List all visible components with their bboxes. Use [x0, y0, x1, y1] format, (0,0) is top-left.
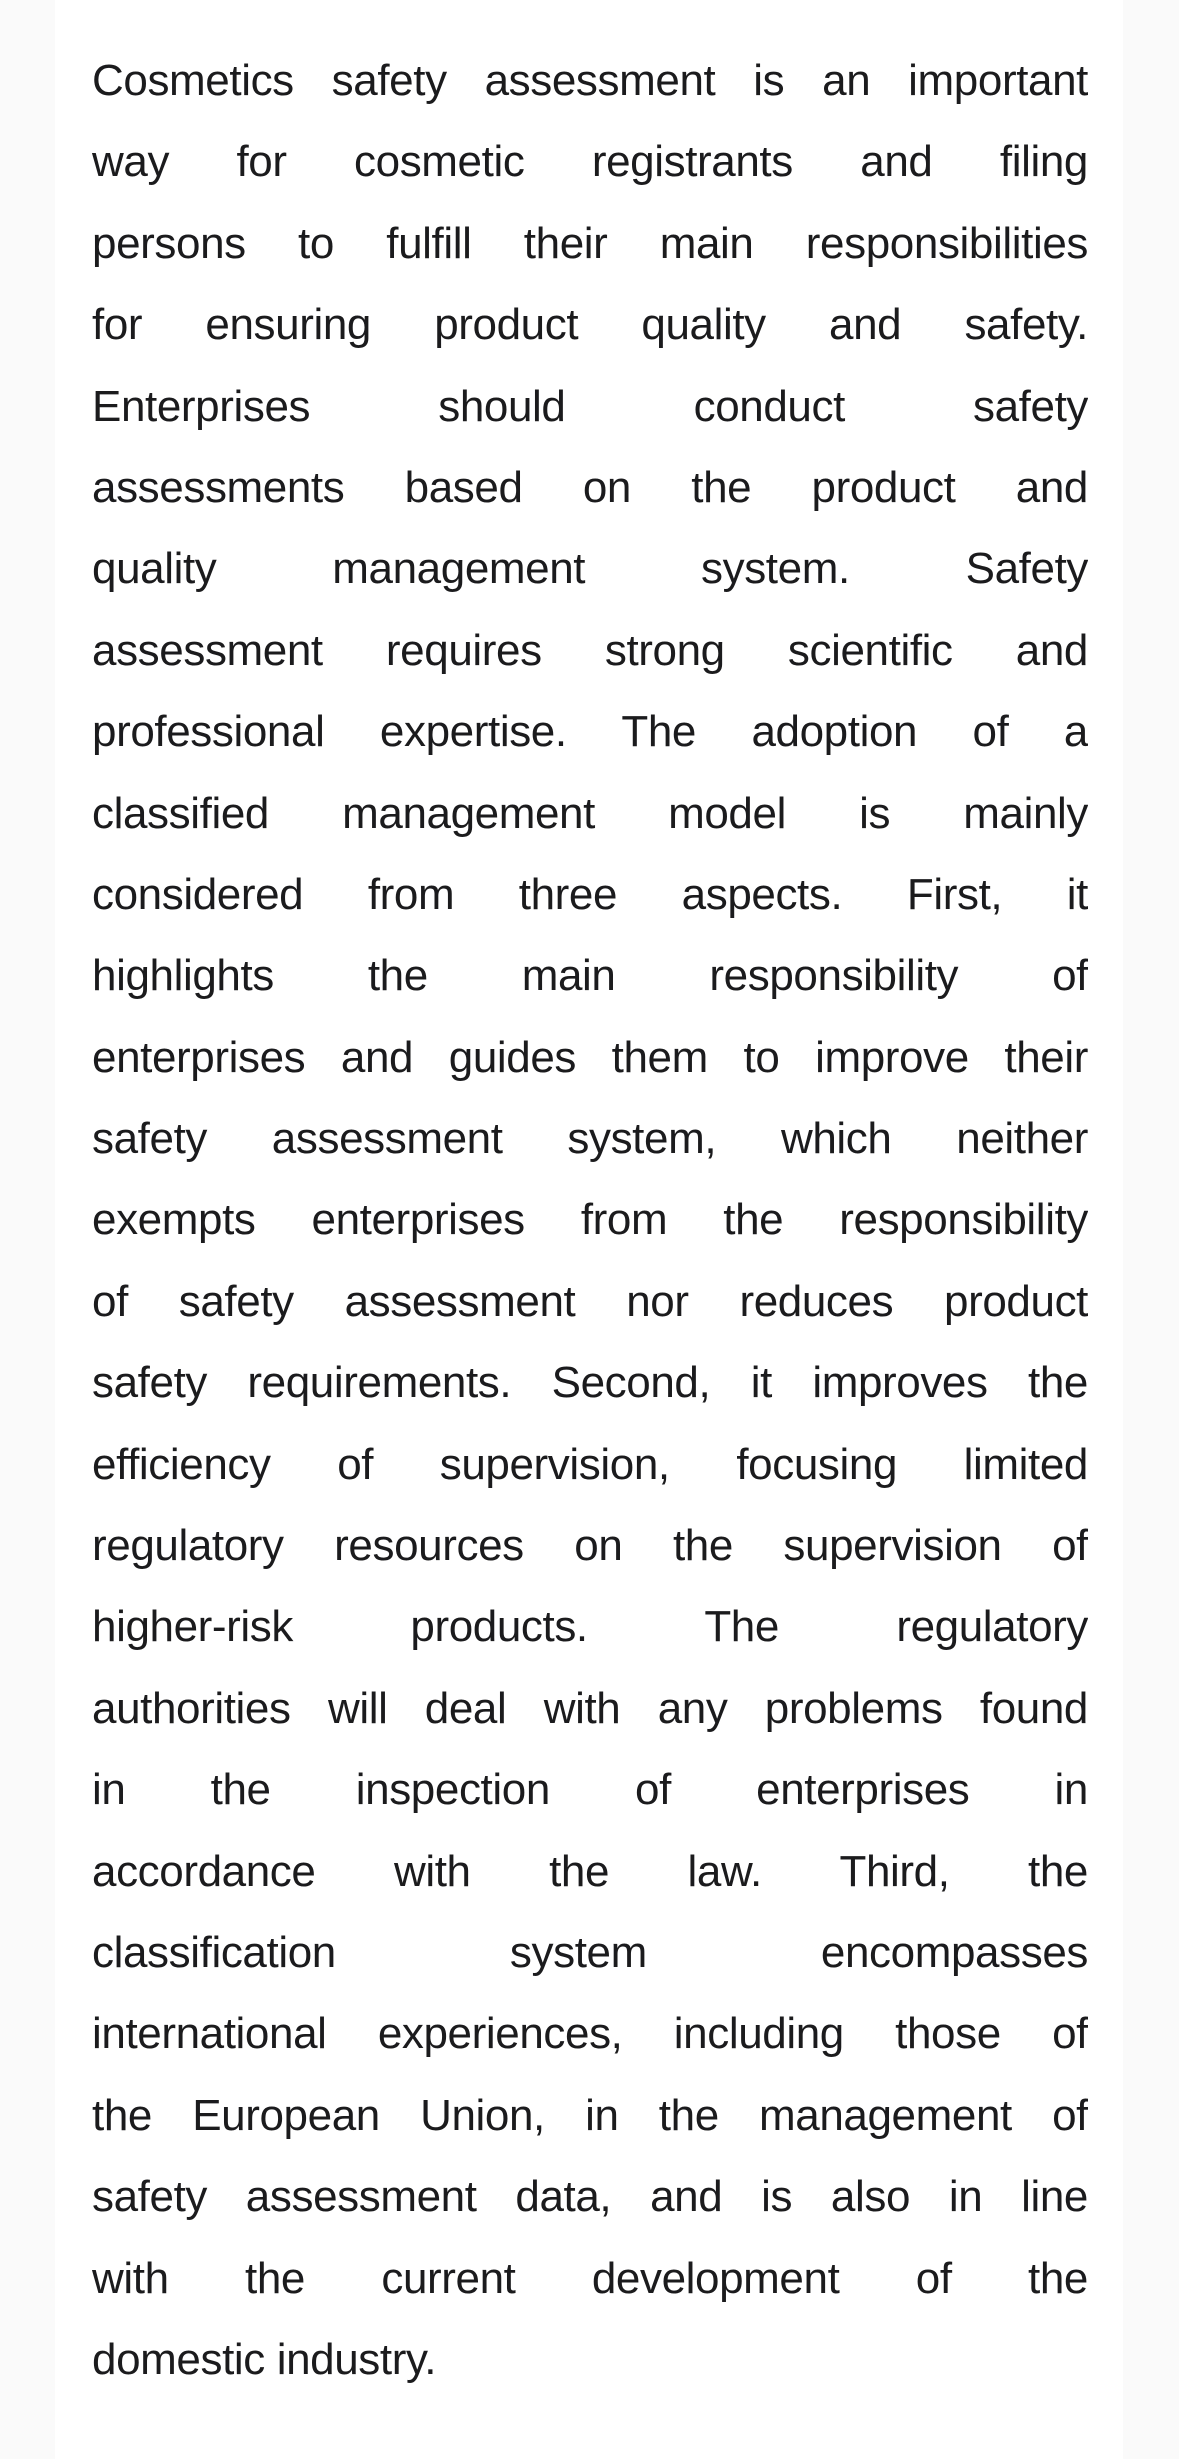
text-line: classified management model is mainly [92, 788, 1088, 838]
text-line: in the inspection of enterprises in [92, 1765, 1088, 1815]
text-line: way for cosmetic registrants and filing [92, 137, 1088, 187]
text-line: safety assessment system, which neither [92, 1114, 1088, 1164]
text-line: with the current development of the [92, 2253, 1088, 2303]
text-line: accordance with the law. Third, the [92, 1846, 1088, 1896]
text-line: efficiency of supervision, focusing limited [92, 1439, 1088, 1489]
text-line: safety assessment data, and is also in line [92, 2172, 1088, 2222]
text-line: safety requirements. Second, it improves the [92, 1358, 1088, 1408]
text-line: the European Union, in the management of [92, 2090, 1088, 2140]
text-line: quality management system. Safety [92, 544, 1088, 594]
text-line: professional expertise. The adoption of a [92, 707, 1088, 757]
text-line: classification system encompasses [92, 1927, 1088, 1977]
text-line: persons to fulfill their main responsibilities [92, 218, 1088, 268]
text-line: exempts enterprises from the responsibility [92, 1195, 1088, 1245]
text-line: regulatory resources on the supervision of [92, 1521, 1088, 1571]
text-line: assessment requires strong scientific and [92, 625, 1088, 675]
text-line: considered from three aspects. First, it [92, 869, 1088, 919]
text-line: international experiences, including those of [92, 2009, 1088, 2059]
article-paragraph [92, 40, 1088, 2400]
text-line: authorities will deal with any problems found [92, 1683, 1088, 1733]
text-line: for ensuring product quality and safety. [92, 300, 1088, 350]
text-line: domestic industry. [92, 2334, 437, 2384]
text-line: of safety assessment nor reduces product [92, 1276, 1088, 1326]
text-line: Cosmetics safety assessment is an important [92, 56, 1088, 105]
text-line: enterprises and guides them to improve their [92, 1032, 1088, 1082]
text-line: Enterprises should conduct safety [92, 381, 1088, 431]
text-line: highlights the main responsibility of [92, 951, 1088, 1001]
text-line: assessments based on the product and [92, 462, 1088, 512]
text-line: higher-risk products. The regulatory [92, 1602, 1088, 1652]
article-container [55, 0, 1123, 2459]
